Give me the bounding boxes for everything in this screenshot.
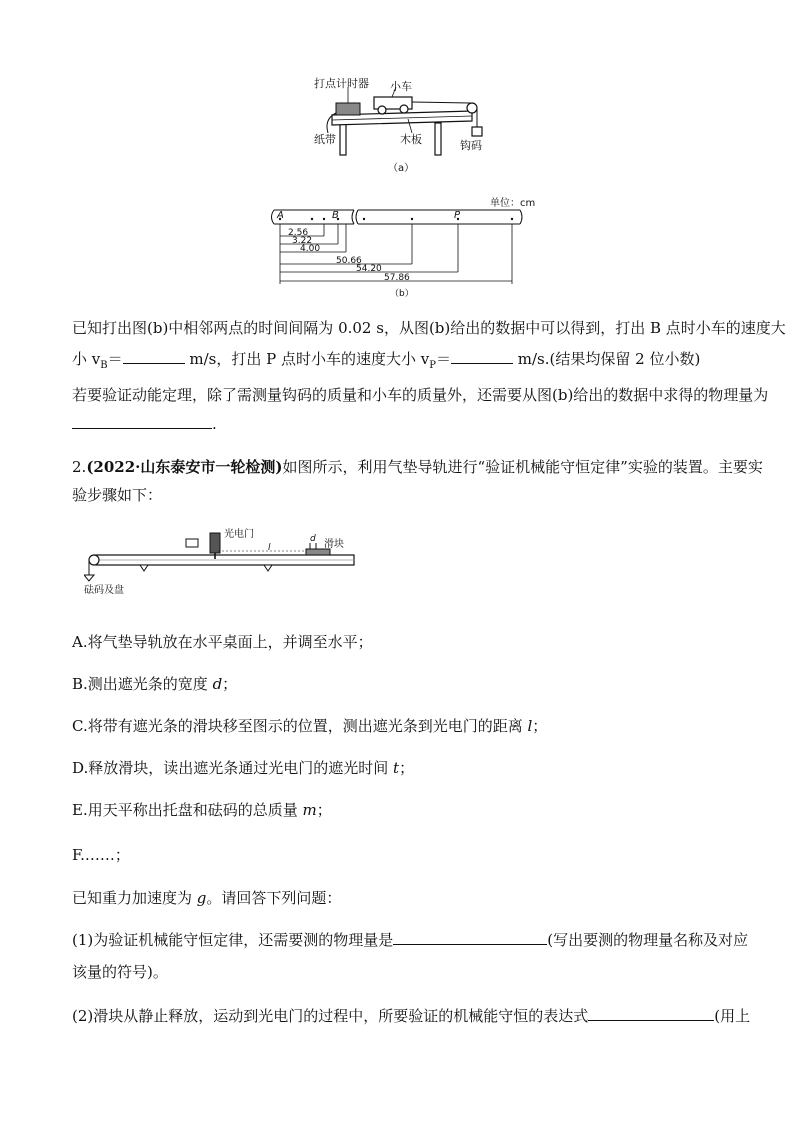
q1-eq-p: ＝ xyxy=(435,350,451,368)
q1-sub-p: P xyxy=(429,360,436,371)
fig-b-dim-5: 54.20 xyxy=(356,264,382,274)
fig-b-point-a: A xyxy=(277,210,284,221)
fig-b-dim-4: 50.66 xyxy=(336,256,362,266)
q1-eq-b: ＝ xyxy=(107,350,123,368)
fig-b-point-b: B xyxy=(332,210,339,221)
q2-step-b-post: ； xyxy=(222,675,238,693)
q1-text-2e: m/s.(结果均保留 2 位小数) xyxy=(513,350,701,368)
fig-b-dim-2: 3.22 xyxy=(292,236,313,246)
q2-text-2: 验步骤如下： xyxy=(72,486,163,504)
q2-sub1-pre: (1)为验证机械能守恒定律，还需要测的物理量是 xyxy=(72,931,394,949)
q2-step-d-post: ； xyxy=(399,759,415,777)
q1-text-2c: m/s，打出 P 点时小车的速度大小 v xyxy=(184,350,430,368)
air-track-label-d: d xyxy=(310,534,316,544)
q2-step-e-pre: E.用天平称出托盘和砝码的总质量 xyxy=(72,801,303,819)
q2-step-e-post: ； xyxy=(316,801,332,819)
fig-a-label-tape: 纸带 xyxy=(314,133,336,146)
answer-blank-vb[interactable] xyxy=(123,348,185,364)
q2-step-f xyxy=(72,845,130,865)
figure-b-tape xyxy=(266,192,546,300)
q2-given-pre: 已知重力加速度为 xyxy=(72,889,197,907)
q1-line-3 xyxy=(72,385,768,405)
q1-sub-b: B xyxy=(100,360,108,371)
answer-blank-vp[interactable] xyxy=(451,348,513,364)
q2-step-b-pre: B.测出遮光条的宽度 xyxy=(72,675,213,693)
figure-air-track xyxy=(84,525,360,600)
q2-sub1-post: (写出要测的物理量名称及对应 xyxy=(547,931,749,949)
fig-a-label-weight: 钩码 xyxy=(460,139,482,152)
q2-source: (2022·山东泰安市一轮检测) xyxy=(86,458,283,476)
fig-a-label-board: 木板 xyxy=(400,133,422,146)
q2-step-d-var: t xyxy=(393,759,400,777)
q1-text-3: 若要验证动能定理，除了需测量钩码的质量和小车的质量外，还需要从图(b)给出的数据中求得的物理量为 xyxy=(72,386,769,404)
q1-text-4: . xyxy=(212,415,217,433)
fig-a-caption: （a） xyxy=(388,163,415,174)
fig-b-caption: （b） xyxy=(390,289,414,299)
answer-blank-sub2[interactable] xyxy=(588,1005,714,1021)
fig-b-point-p: P xyxy=(454,210,461,221)
q1-line-1 xyxy=(72,318,786,338)
q2-given-post: 。请回答下列问题： xyxy=(206,889,342,907)
fig-b-dim-1: 2.56 xyxy=(288,228,309,238)
q2-step-e xyxy=(72,800,332,820)
fig-a-label-cart: 小车 xyxy=(390,80,412,93)
q2-step-a xyxy=(72,632,373,652)
q2-sub2-line-1 xyxy=(72,1005,750,1026)
fig-a-label-timer: 打点计时器 xyxy=(314,77,369,90)
q2-sub1-line-2 xyxy=(72,962,168,982)
fig-b-dim-6: 57.86 xyxy=(384,273,410,283)
q2-step-f-text: F.……； xyxy=(72,846,130,864)
answer-blank-sub1[interactable] xyxy=(393,929,547,945)
q2-number: 2. xyxy=(72,458,87,476)
q2-sub2-post: (用上 xyxy=(714,1007,751,1025)
q2-text-1: 如图所示，利用气垫导轨进行“验证机械能守恒定律”实验的装置。主要实 xyxy=(282,458,763,476)
air-track-label-l: l xyxy=(268,543,271,553)
q1-text-2a: 小 v xyxy=(72,350,101,368)
q2-sub1-line-1 xyxy=(72,929,748,950)
q1-text-1: 已知打出图(b)中相邻两点的时间间隔为 0.02 s，从图(b)给出的数据中可以得到，打出 B 点时小车的速度大 xyxy=(72,319,786,337)
q2-step-d-pre: D.释放滑块，读出遮光条通过光电门的遮光时间 xyxy=(72,759,394,777)
q2-given-var: g xyxy=(196,889,207,907)
q2-step-e-var: m xyxy=(302,801,317,819)
q2-given xyxy=(72,888,341,908)
fig-b-unit: 单位：cm xyxy=(490,198,536,209)
q1-line-4 xyxy=(72,413,217,434)
q2-sub1-line2: 该量的符号)。 xyxy=(72,963,168,981)
q2-step-b-var: d xyxy=(212,675,223,693)
q2-step-d xyxy=(72,758,414,778)
figure-a-apparatus xyxy=(300,75,500,175)
q2-line-2 xyxy=(72,485,162,505)
q2-step-c-post: ； xyxy=(532,717,548,735)
q2-sub2-pre: (2)滑块从静止释放，运动到光电门的过程中，所要验证的机械能守恒的表达式 xyxy=(72,1007,589,1025)
air-track-label-weights: 砝码及盘 xyxy=(84,585,124,596)
q2-step-c xyxy=(72,716,547,736)
q2-step-a-text: A.将气垫导轨放在水平桌面上，并调至水平； xyxy=(72,633,373,651)
q1-line-2 xyxy=(72,348,700,376)
q2-line-1 xyxy=(72,457,763,477)
q2-step-b xyxy=(72,674,237,694)
air-track-label-slider: 滑块 xyxy=(324,539,344,550)
fig-b-dim-3: 4.00 xyxy=(300,244,321,254)
answer-blank-quantity[interactable] xyxy=(72,413,212,429)
air-track-label-gate: 光电门 xyxy=(224,529,254,540)
q2-step-c-pre: C.将带有遮光条的滑块移至图示的位置，测出遮光条到光电门的距离 xyxy=(72,717,528,735)
q2-step-c-var: l xyxy=(527,717,533,735)
